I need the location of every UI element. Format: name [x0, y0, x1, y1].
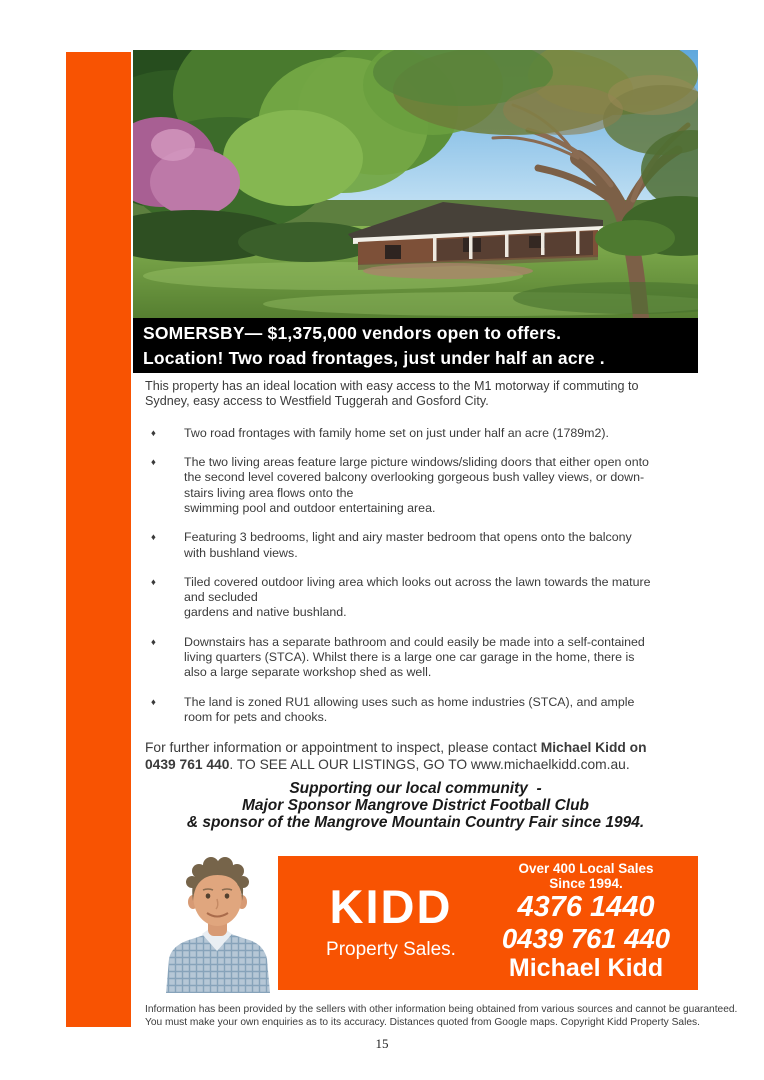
bullet-item	[145, 426, 701, 441]
headline-line2: Location! Two road frontages, just under half an acre .	[143, 348, 605, 368]
bullet-text: Two road frontages with family home set on just under half an acre (1789m2).	[184, 425, 609, 440]
agency-phone-mobile: 0439 761 440	[501, 923, 671, 954]
page-number: 15	[375, 1036, 389, 1051]
agency-brand-subtitle: Property Sales.	[326, 939, 456, 960]
bullet-diamond-icon: ♦	[151, 636, 156, 648]
contact-agent-bold: Michael Kidd on	[540, 740, 647, 756]
contact-text: For further information or appointment to inspect, please contact	[145, 740, 541, 756]
agency-phone-office: 4376 1440	[517, 891, 655, 923]
agent-portrait-illustration	[158, 849, 277, 993]
disclaimer	[145, 1004, 738, 1029]
listing-headline-banner	[133, 318, 698, 373]
bullet-diamond-icon: ♦	[151, 532, 156, 544]
contact-line1	[145, 739, 701, 756]
agency-tagline-line2: Since 1994.	[549, 876, 623, 891]
community-sponsor-note	[133, 781, 698, 831]
property-photo-illustration	[133, 50, 698, 318]
orange-side-stripe	[66, 52, 131, 1027]
bullet-diamond-icon: ♦	[151, 457, 156, 469]
property-photo	[133, 50, 698, 318]
disclaimer-line: You must make your own enquiries as to its accuracy. Distances quoted from Google maps. Copyright Kidd Property Sales.	[145, 1016, 700, 1028]
agent-photo	[158, 849, 277, 993]
contact-paragraph	[145, 739, 701, 773]
bullet-text: Featuring 3 bedrooms, light and airy master bedroom that opens onto the balcony with bushland views.	[184, 530, 632, 560]
agency-tagline-line1: Over 400 Local Sales	[518, 861, 654, 876]
bullet-diamond-icon: ♦	[151, 576, 156, 588]
bullet-text: Tiled covered outdoor living area which looks out across the lawn towards the mature and secluded gardens and native bushland.	[184, 574, 651, 620]
bullet-item	[145, 695, 701, 726]
agency-brand-name: KIDD	[329, 880, 453, 933]
bullet-diamond-icon: ♦	[151, 696, 156, 708]
intro-paragraph	[145, 379, 701, 410]
headline-line1: SOMERSBY— $1,375,000 vendors open to offers.	[143, 323, 562, 343]
bullet-text: The two living areas feature large picture windows/sliding doors that either open onto the second level covered balcony overlooking gorgeous bush valley views, or down- stairs living area flows onto the swimming pool and outdoor entertaining area.	[184, 455, 649, 515]
bullet-item	[145, 575, 701, 621]
bullet-diamond-icon: ♦	[151, 427, 156, 439]
agent-name: Michael Kidd	[508, 954, 664, 982]
intro-line: Sydney, easy access to Westfield Tuggerah and Gosford City.	[145, 394, 489, 409]
bullet-list	[145, 426, 701, 725]
agency-brand-block	[306, 880, 476, 960]
agency-orange-banner	[278, 856, 698, 990]
community-line: Major Sponsor Mangrove District Football Club	[241, 796, 590, 814]
disclaimer-line: Information has been provided by the sellers with other information being obtained from various sources and cannot be guaranteed.	[145, 1004, 738, 1015]
contact-line2	[145, 756, 701, 773]
agency-contact-block	[480, 861, 692, 982]
bullet-item	[145, 530, 701, 561]
bullet-text: Downstairs has a separate bathroom and could easily be made into a self-contained living quarters (STCA). Whilst there is a large one car garage in the home, there is also a large separate workshop shed as well.	[184, 634, 645, 680]
intro-line: This property has an ideal location with easy access to the M1 motorway if commuting to	[145, 379, 639, 393]
contact-phone-bold: 0439 761 440	[145, 757, 230, 773]
bullet-item	[145, 455, 701, 516]
community-line: Supporting our local community -	[289, 780, 542, 797]
agency-footer	[133, 849, 698, 993]
contact-website-text: . TO SEE ALL OUR LISTINGS, GO TO www.michaelkidd.com.au.	[229, 757, 630, 773]
bullet-item	[145, 635, 701, 681]
community-line: & sponsor of the Mangrove Mountain Country Fair since 1994.	[186, 813, 645, 831]
listing-description	[145, 379, 701, 773]
bullet-text: The land is zoned RU1 allowing uses such as home industries (STCA), and ample room for pets and chooks.	[184, 694, 635, 724]
